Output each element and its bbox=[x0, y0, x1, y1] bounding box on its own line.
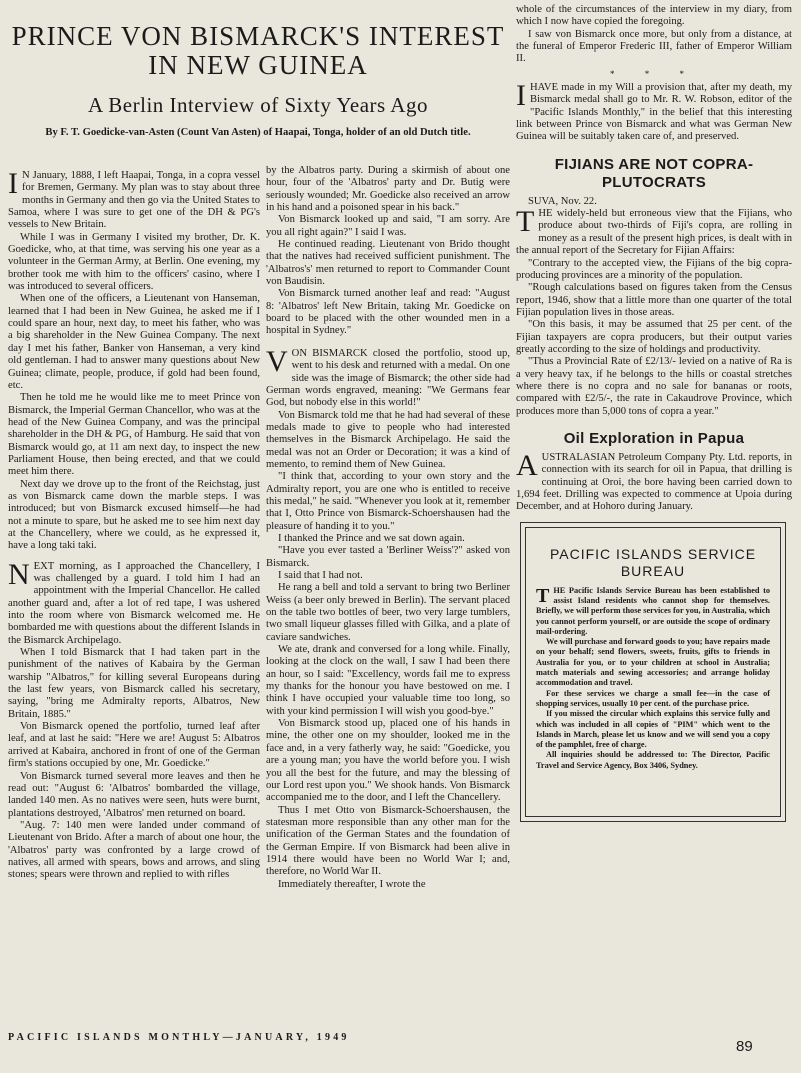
paragraph: THE Pacific Islands Service Bureau has been established to assist Island residents who cannot shop for themselves. Briefly, we will perform those services for you, in Australia, which you cannot perform yourself, or are outside the scope of ordinary mail-ordering. bbox=[536, 584, 770, 636]
paragraph: We will purchase and forward goods to you; have repairs made on your behalf; send flowers, sweets, fruits, gifts to friends in Australia for you, or to your children at school in Australia; match materials and sewing accessories; and arrange holiday accommodation and travel. bbox=[536, 637, 770, 688]
article-subtitle: A Berlin Interview of Sixty Years Ago bbox=[88, 93, 428, 117]
page-footer: PACIFIC ISLANDS MONTHLY—JANUARY, 1949 bbox=[8, 1032, 350, 1043]
article-byline: By F. T. Goedicke-van-Asten (Count Van Asten) of Haapai, Tonga, holder of an old Dutch title. bbox=[45, 127, 471, 138]
paragraph: IHAVE made in my Will a provision that, after my death, my Bismarck medal shall go to Mr. R. W. Robson, editor of the "Pacific Islands Monthly," in the belief that this interesting link between Prince von Bismarck and what was German New Guinea will be suitably taken care of, and preserved. bbox=[516, 79, 792, 143]
paragraph: I said that I had not. bbox=[278, 570, 363, 581]
paragraph: All inquiries should be addressed to: The Director, Pacific Travel and Service Agency, Box 3406, Sydney. bbox=[536, 750, 770, 770]
article-title: PRINCE VON BISMARCK'S INTEREST IN NEW GUINEA bbox=[11, 21, 505, 80]
oil-heading: Oil Exploration in Papua bbox=[563, 429, 745, 447]
paragraph: "Thus a Provincial Rate of £2/13/- levied on a native of Ra is a very heavy tax, if he belongs to the hills or coastal stretches where there is no copra and no sale for bananas or roots, compared with £2/5/-, the rate in Cakaudrove Province, which produces more than 5,000 tons of copra a year." bbox=[516, 356, 792, 417]
paragraph: Von Bismarck stood up, placed one of his hands in mine, the other one on my shoulder, looked me in the face and, in a very fatherly way, he said: "Goedicke, you are a young man; you have the world before you. I wish you all the best for the future, and may the blessing of our Lord rest upon you." We shook hands. Von Bismarck accompanied me to the door, and I left the Chancellery. bbox=[266, 718, 510, 804]
paragraph: "I think that, according to your own story and the Admiralty report, you are one who is entitled to receive this medal," he said. "Whenever you look at it, remember that I, Otto Prince von Bismarck-Schoershausen had the pleasure of handing it to you." bbox=[266, 471, 510, 532]
paragraph: Von Bismarck turned another leaf and read: "August 8: 'Albatros' left New Britain, taking Mr. Goedicke on board to be placed with the other wounded men in a hospital in Sydney." bbox=[266, 288, 510, 337]
drop-cap: T bbox=[536, 584, 550, 607]
paragraph: I saw von Bismarck once more, but only from a distance, at the funeral of Emperor Frederic III, father of Emperor William II. bbox=[516, 28, 792, 65]
drop-cap: I bbox=[8, 167, 18, 200]
paragraph: "Contrary to the accepted view, the Fijians of the big copra-producing provinces are a minority of the population. bbox=[516, 257, 792, 281]
paragraph: THE widely-held but erroneous view that the Fijians, who produce about two-thirds of Fiji's copra, are rolling in money as a result of the present high prices, is dealt with in the annual report of the Secretary for Fijian Affairs: bbox=[516, 205, 792, 257]
paragraph: Thus I met Otto von Bismarck-Schoershausen, the statesman more responsible than any other man for the unification of the German States and the foundation of the German Empire. If von Bismarck had been alive in 1914 there would have been no World War I; and, therefore, no World War II. bbox=[266, 804, 510, 878]
paragraph: "Have you ever tasted a 'Berliner Weiss'?" asked von Bismarck. bbox=[266, 545, 510, 569]
paragraph: "Aug. 7: 140 men were landed under command of Lieutenant von Brido. After a march of about one hour, the 'Albatros' party was confronted by a large crowd of natives, all armed with spears, bows and arrows, and sling stones; spears were thrown and replied to with rifles bbox=[8, 819, 260, 881]
column-2 bbox=[266, 165, 510, 891]
paragraph: "On this basis, it may be assumed that 25 per cent. of the Fijian taxpayers are copra producers, but their output varies greatly according to the size of holdings and productivity. bbox=[516, 319, 792, 355]
paragraph: When one of the officers, a Lieutenant von Hanseman, learned that I had been in New Guinea, he asked me if I could spare an hour, next day, to meet his father, who was a big shareholder in the New Guinea Company. The next day I met his father, Banker von Hanseman, a very kind old gentleman. I had to answer many questions about New Guinea; climate, people, produce, if gold had been found, etc. bbox=[8, 293, 260, 391]
column-3 bbox=[516, 4, 792, 822]
paragraph: We ate, drank and conversed for a long while. Finally, looking at the clock on the wall, I saw I had been there an hour, so I said: "Excellency, words fail me to express my thanks for the honour you have bestowed on me. I think I have occupied your valuable time too long, so with your kind permission I will wish you good-bye." bbox=[266, 644, 510, 717]
paragraph: Von Bismarck looked up and said, "I am sorry. Are you all right again?" I said I was. bbox=[266, 214, 510, 238]
bureau-title: PACIFIC ISLANDS SERVICE BUREAU bbox=[549, 545, 757, 579]
paragraph: NEXT morning, as I approached the Chancellery, I was challenged by a guard. I told him I had an appointment with the Imperial Chancellor. He called another guard and, after a lot of red tape, I was ushered into the room where von Bismarck welcomed me. He bombarded me with questions about the different Islands in the Bismarck Archipelago. bbox=[8, 557, 260, 646]
paragraph: He rang a bell and told a servant to bring two Berliner Weiss (a beer only brewed in Berlin). The servant placed on the table two bottles of beer, two very large tumblers, two small liqueur glasses filled with Gilka, and a plate of caviare sandwiches. bbox=[266, 582, 510, 643]
paragraph: AUSTRALASIAN Petroleum Company Pty. Ltd. reports, in connection with its search for oil in Papua, that drilling is continuing at Oroi, the bore having been carried down to 1,694 feet. Drilling was expected to commence at Upoia during December, and at Hohoro during January. bbox=[516, 448, 792, 513]
paragraph: whole of the circumstances of the interview in my diary, from which I now have copied the foregoing. bbox=[516, 4, 792, 28]
paragraph: Immediately thereafter, I wrote the bbox=[278, 878, 426, 890]
paragraph: Von Bismarck opened the portfolio, turned leaf after leaf, and at last he said: "Here we are! August 5: Albatros arrived at Kabaira, anchored in front of one of the German firm's stations occupied by one, Mr. Goedicke." bbox=[8, 721, 260, 770]
paragraph: He continued reading. Lieutenant von Brido thought that the natives had received sufficient punishment. The 'Albatros's' men returned to report to Commander Count von Baudisin. bbox=[266, 239, 510, 288]
paragraph: I N January, 1888, I left Haapai, Tonga, in a copra vessel for Bremen, Germany. My plan was to stay about three months in Germany and then go via the United States to Samoa, where I was sure to get one of the DH & PG's vessels to New Britain. bbox=[8, 167, 260, 231]
paragraph: by the Albatros party. During a skirmish of about one hour, four of the 'Albatros' party and Dr. Butig were seriously wounded; Mr. Goedicke also received an arrow in his hand and a poisoned spear in his back." bbox=[266, 165, 510, 214]
drop-cap: V bbox=[266, 344, 288, 378]
bureau-box-inner bbox=[525, 527, 781, 817]
drop-cap: T bbox=[516, 205, 535, 239]
paragraph: Then he told me he would like me to meet Prince von Bismarck, the Imperial German Chancellor, who was at the head of the New Guinea Company, and was the principal shareholder in the DH & PG, of Hamburg. He said that von Bismarck would go, at 11 am next day, to inspect the new Parliament House, then being erected, and that we could meet him there. bbox=[8, 392, 260, 478]
section-stars: * * * bbox=[610, 68, 698, 79]
bureau-box bbox=[520, 522, 786, 822]
fijians-heading: FIJIANS ARE NOT COPRA- PLUTOCRATS bbox=[554, 155, 754, 191]
drop-cap: N bbox=[8, 557, 30, 591]
page-number: 89 bbox=[736, 1038, 753, 1055]
paragraph: If you missed the circular which explains this service fully and which was included in all copies of "PIM" which went to the Islands in March, please let us know and we will send you a copy of the pamphlet, free of charge. bbox=[536, 709, 770, 750]
drop-cap: A bbox=[516, 448, 538, 482]
paragraph: VON BISMARCK closed the portfolio, stood up, went to his desk and returned with a medal. On one side was the image of Bismarck; the other side had German words engraved, meaning: "We Germans fear God, but nobody else in this world!" bbox=[266, 344, 510, 409]
column-1 bbox=[8, 167, 260, 882]
paragraph: For these services we charge a small fee—in the case of shopping services, usually 10 per cent. of the purchase price. bbox=[536, 688, 770, 708]
paragraph: I thanked the Prince and we sat down again. bbox=[278, 532, 465, 544]
paragraph: Next day we drove up to the front of the Reichstag, just as von Bismarck came down the marble steps. I was introduced; but von Bismarck excused himself—he had not a minute to spare, but he asked me to see him next day at the Chancellery, where we could, as he expressed it, have a long taki taki. bbox=[8, 478, 260, 552]
drop-cap: I bbox=[516, 79, 526, 113]
paragraph: Von Bismarck turned several more leaves and then he read out: "August 6: 'Albatros' bombarded the village, landed 140 men. As no natives were seen, huts were burnt, plantations destroyed, 'Albatros' men returned on board. bbox=[8, 770, 260, 819]
dateline: SUVA, Nov. 22. bbox=[528, 195, 597, 207]
paragraph: While I was in Germany I visited my brother, Dr. K. Goedicke, who, at that time, was serving his one year as a volunteer in the German Army, at Berlin. One evening, my brother took me with him to the officers' casino, where I was introduced to several officers. bbox=[8, 231, 260, 293]
paragraph: Von Bismarck told me that he had had several of these medals made to give to people who had interested themselves in the Bismarck Archipelago. He said the medal was not an Order or Decoration; it was a kind of memento, to remind them of New Guinea. bbox=[266, 409, 510, 470]
paragraph: When I told Bismarck that I had taken part in the punishment of the natives of Kabaira by the German warship "Albatros," for killing several Europeans during the last few years, von Bismarck called his secretary, saying, "bring me Admiralty reports, Albatros, New Britain, 1885." bbox=[8, 647, 260, 720]
paragraph: "Rough calculations based on figures taken from the Census report, 1946, show that a little more than one quarter of the total Fijian population lives in those areas. bbox=[516, 282, 792, 318]
